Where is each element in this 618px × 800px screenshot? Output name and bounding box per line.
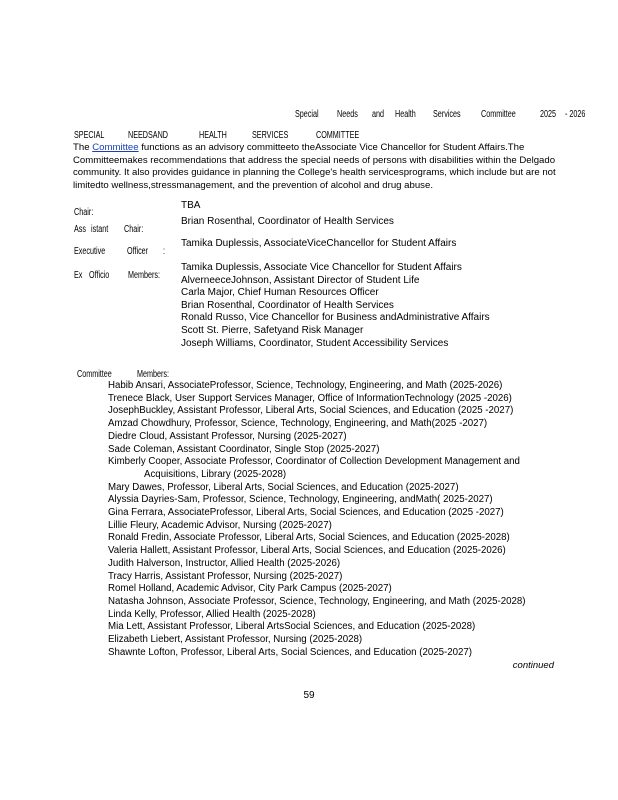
header-word: and	[372, 109, 385, 120]
title-word: COMMITTEE	[316, 130, 360, 141]
assistant-chair-value: Brian Rosenthal, Coordinator of Health Services	[181, 216, 394, 227]
committee-member: Tracy Harris, Assistant Professor, Nursing (2025-2027)	[108, 570, 343, 582]
ex-officio-member: Carla Major, Chief Human Resources Officer	[181, 287, 379, 299]
committee-member: Ronald Fredin, Associate Professor, Liberal Arts, Social Sciences, and Education (2025-2028)	[108, 532, 510, 544]
committee-member: Shawnte Lofton, Professor, Liberal Arts, Social Sciences, and Education (2025-2027)	[108, 646, 473, 658]
ex-officio-label: Members:	[128, 270, 161, 281]
chair-value: TBA	[181, 200, 201, 211]
intro-text-start: The	[73, 142, 93, 153]
committee-member: Trenece Black, User Support Services Manager, Office of InformationTechnology (2025 -2026)	[108, 392, 512, 404]
header-word: 2025	[540, 109, 557, 120]
committee-member-continuation: Acquisitions, Library (2025-2028)	[144, 468, 287, 480]
committee-member: Romel Holland, Academic Advisor, City Park Campus (2025-2027)	[108, 583, 392, 595]
header-word: Committee	[481, 109, 516, 120]
ex-officio-member: Joseph Williams, Coordinator, Student Accessibility Services	[181, 337, 449, 349]
executive-officer-label: Executive	[74, 246, 106, 257]
chair-label: Chair:	[74, 207, 94, 218]
committee-link[interactable]: Committee	[92, 142, 139, 153]
ex-officio-label: Ex	[74, 270, 83, 281]
ex-officio-list	[181, 262, 490, 350]
executive-officer-label: :	[163, 246, 166, 257]
committee-members-label: Committee	[77, 369, 112, 380]
committee-members-label: Members:	[137, 369, 170, 380]
header-word: - 2026	[565, 109, 586, 120]
committee-member: Habib Ansari, AssociateProfessor, Science, Technology, Engineering, and Math (2025-2026)	[108, 380, 503, 391]
title-word: SPECIAL	[74, 130, 105, 141]
title-word: SERVICES	[252, 130, 289, 141]
assistant-chair-label: Chair:	[124, 224, 144, 235]
committee-member: JosephBuckley, Assistant Professor, Liberal Arts, Social Sciences, and Education (2025 -2027)	[108, 405, 514, 417]
assistant-chair-label: istant	[91, 224, 109, 235]
committee-member: Natasha Johnson, Associate Professor, Science, Technology, Engineering, and Math (2025-2028)	[108, 595, 526, 607]
committee-member: Elizabeth Liebert, Assistant Professor, Nursing (2025-2028)	[108, 634, 363, 646]
ex-officio-label: Officio	[89, 270, 110, 281]
assistant-chair-label: Ass	[74, 224, 87, 235]
intro-paragraph	[73, 142, 593, 192]
committee-member: Sade Coleman, Assistant Coordinator, Single Stop (2025-2027)	[108, 443, 380, 455]
continued-note: continued	[512, 660, 554, 671]
committee-member: Valeria Hallett, Assistant Professor, Liberal Arts, Social Sciences, and Education (2025-2026)	[108, 545, 506, 557]
committee-member: Gina Ferrara, AssociateProfessor, Liberal Arts, Social Sciences, and Education (2025 -2027)	[108, 507, 504, 519]
intro-text-rest: functions as an advisory committeeto theAssociate Vice Chancellor for Student Affairs.The Committeemakes recommendations that address the special needs of persons with disabilities within the Delgado community. It also provides guidance in planning the College's health servicesprograms, which include but are not limitedto wellness,stressmanagement, and the prevention of alcohol and drug abuse.	[73, 142, 556, 191]
header-word: Health	[395, 109, 416, 120]
committee-member: Lillie Fleury, Academic Advisor, Nursing (2025-2027)	[108, 519, 332, 531]
committee-member: Kimberly Cooper, Associate Professor, Coordinator of Collection Development Management and	[108, 456, 520, 468]
ex-officio-member: Ronald Russo, Vice Chancellor for Business andAdministrative Affairs	[181, 312, 490, 324]
header-word: Needs	[337, 109, 358, 120]
committee-member: Judith Halverson, Instructor, Allied Health (2025-2026)	[108, 557, 341, 569]
ex-officio-member: Brian Rosenthal, Coordinator of Health Services	[181, 299, 394, 311]
ex-officio-member: Scott St. Pierre, Safetyand Risk Manager	[181, 324, 364, 336]
committee-member: Alyssia Dayries-Sam, Professor, Science, Technology, Engineering, andMath( 2025-2027)	[108, 494, 493, 506]
header-word: Services	[433, 109, 461, 120]
committee-member: Mia Lett, Assistant Professor, Liberal ArtsSocial Sciences, and Education (2025-2028)	[108, 621, 476, 633]
ex-officio-member: Tamika Duplessis, Associate Vice Chancellor for Student Affairs	[181, 262, 462, 273]
title-word: HEALTH	[199, 130, 227, 141]
committee-members-list	[108, 380, 598, 659]
page-number: 59	[303, 690, 315, 701]
committee-member: Amzad Chowdhury, Professor, Science, Technology, Engineering, and Math(2025 -2027)	[108, 418, 488, 430]
committee-member: Linda Kelly, Professor, Allied Health (2025-2028)	[108, 608, 316, 620]
executive-officer-value: Tamika Duplessis, AssociateViceChancellor for Student Affairs	[181, 238, 457, 249]
title-word: NEEDSAND	[128, 130, 169, 141]
committee-member: Diedre Cloud, Assistant Professor, Nursing (2025-2027)	[108, 430, 347, 442]
ex-officio-member: AlverneeceJohnson, Assistant Director of Student Life	[181, 274, 420, 286]
committee-member: Mary Dawes, Professor, Liberal Arts, Social Sciences, and Education (2025-2027)	[108, 481, 459, 493]
executive-officer-label: Officer	[127, 246, 149, 257]
header-word: Special	[295, 109, 319, 120]
